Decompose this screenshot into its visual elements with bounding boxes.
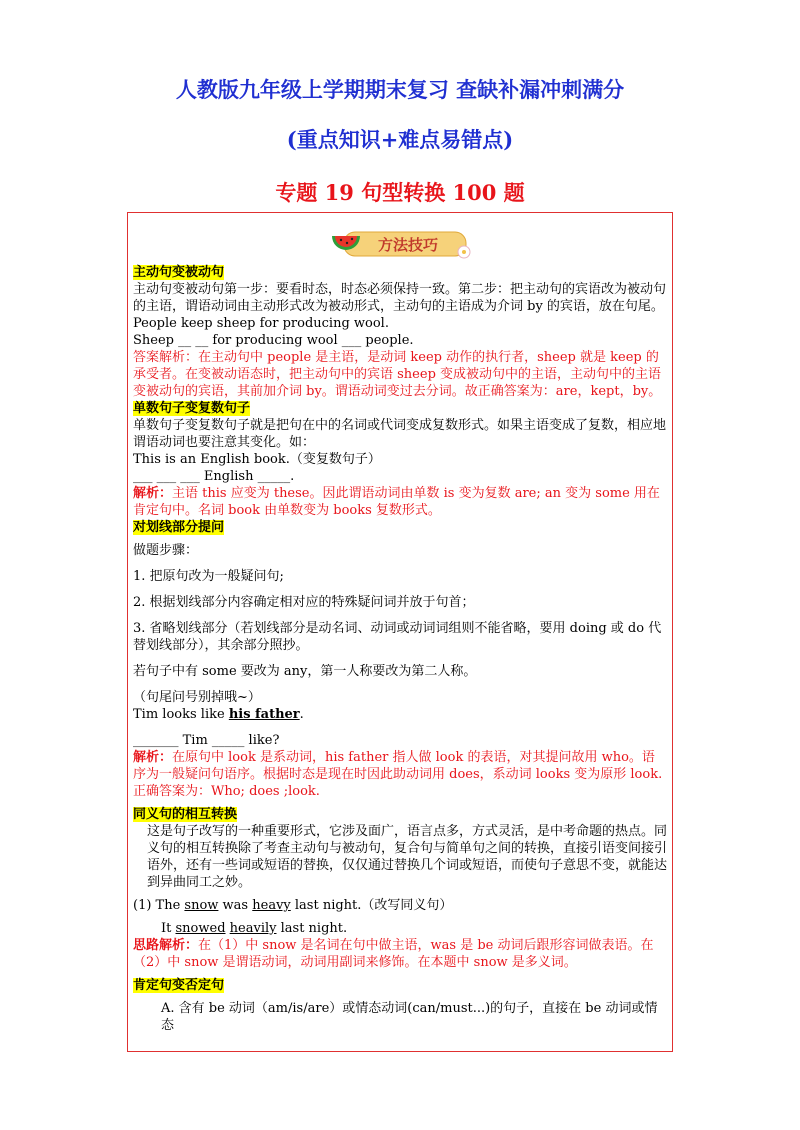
section-heading: 主动句变被动句: [133, 265, 225, 280]
topic-title: 专题 19 句型转换 100 题: [275, 180, 525, 205]
example-sentence: This is an English book.（变复数句子）: [133, 452, 381, 467]
example-blank: Sheep __ __ for producing wool ___ people.: [133, 333, 414, 348]
section-heading: 对划线部分提问: [133, 520, 225, 535]
banner-label: 方法技巧: [377, 236, 439, 254]
section-heading: 单数句子变复数句子: [133, 401, 251, 416]
doc-subtitle: (重点知识+难点易错点): [286, 127, 514, 152]
answer-analysis: 答案解析：在主动句中 people 是主语，是动词 keep 动作的执行者，sheep 就是 keep 的承受者。在变被动语态时，把主动句中的宾语 sheep 变成被动句中的主语，主动句中的主语变被动句的宾语，其前加介词 by。谓语动词变过去分词。故正确答案为：are，kept，by。: [133, 350, 662, 399]
example-blank: ___ ___ ___ English _____.: [133, 469, 295, 484]
section-heading: 肯定句变否定句: [133, 978, 225, 993]
example-sentence: Tim looks like his father.: [133, 707, 304, 722]
answer-analysis: 解析：主语 this 应变为 these。因此谓语动词由单数 is 变为复数 are; an 变为 some 用在肯定句中。名词 book 由单数变为 books 复数形式。: [133, 486, 660, 518]
section-heading: 同义句的相互转换: [133, 807, 238, 822]
doc-title: 人教版九年级上学期期末复习 查缺补漏冲刺满分: [175, 77, 625, 102]
content: [133, 264, 667, 1034]
step-item: 1. 把原句改为一般疑问句;: [133, 569, 284, 584]
answer-analysis: 思路解析：在（1）中 snow 是名词在句中做主语，was 是 be 动词后跟形容词做表语。在（2）中 snow 是谓语动词，动词用副词来修饰。在本题中 snow 是多义词。: [133, 938, 654, 970]
paragraph: 这是句子改写的一种重要形式，它涉及面广，语言点多，方式灵活，是中考命题的热点。同义句的相互转换除了考查主动句与被动句，复合句与简单句之间的转换，直接引语变间接引语外，还有一些词或短语的替换，仅仅通过替换几个词或短语，而使句子意思不变，就能达到异曲同工之妙。: [147, 824, 668, 890]
paragraph: A. 含有 be 动词（am/is/are）或情态动词(can/must...)的句子，直接在 be 动词或情态: [161, 1001, 658, 1033]
note: 若句子中有 some 要改为 any，第一人称要改为第二人称。: [133, 664, 477, 679]
example-blank: _______ Tim _____ like?: [133, 733, 280, 748]
method-banner: [330, 226, 476, 260]
step-item: 3. 省略划线部分（若划线部分是动名词、动词或动词词组则不能省略，要用 doing 或 do 代替划线部分），其余部分照抄。: [133, 621, 662, 653]
paragraph: 单数句子变复数句子就是把句在中的名词或代词变成复数形式。如果主语变成了复数，相应地谓语动词也要注意其变化。如：: [133, 418, 667, 450]
example-sentence: People keep sheep for producing wool.: [133, 316, 389, 331]
step-item: 2. 根据划线部分内容确定相对应的特殊疑问词并放于句首；: [133, 595, 475, 610]
example-sentence: (1) The snow was heavy last night.（改写同义句）: [133, 898, 453, 913]
example-sentence: It snowed heavily last night.: [161, 921, 348, 936]
steps-title: 做题步骤：: [133, 543, 199, 558]
note: （句尾问号别掉哦~）: [133, 690, 261, 705]
paragraph: 主动句变被动句第一步：要看时态，时态必须保持一致。第二步：把主动句的宾语改为被动句的主语，谓语动词由主动形式改为被动形式，主动句的主语成为介词 by 的宾语，放在句尾。: [133, 282, 667, 314]
answer-analysis: 解析：在原句中 look 是系动词，his father 指人做 look 的表语，对其提问故用 who。语序为一般疑问句语序。根据时态是现在时因此助动词用 does，系动词 looks 变为原形 look.正确答案为：Who; does ;look.: [133, 750, 663, 799]
